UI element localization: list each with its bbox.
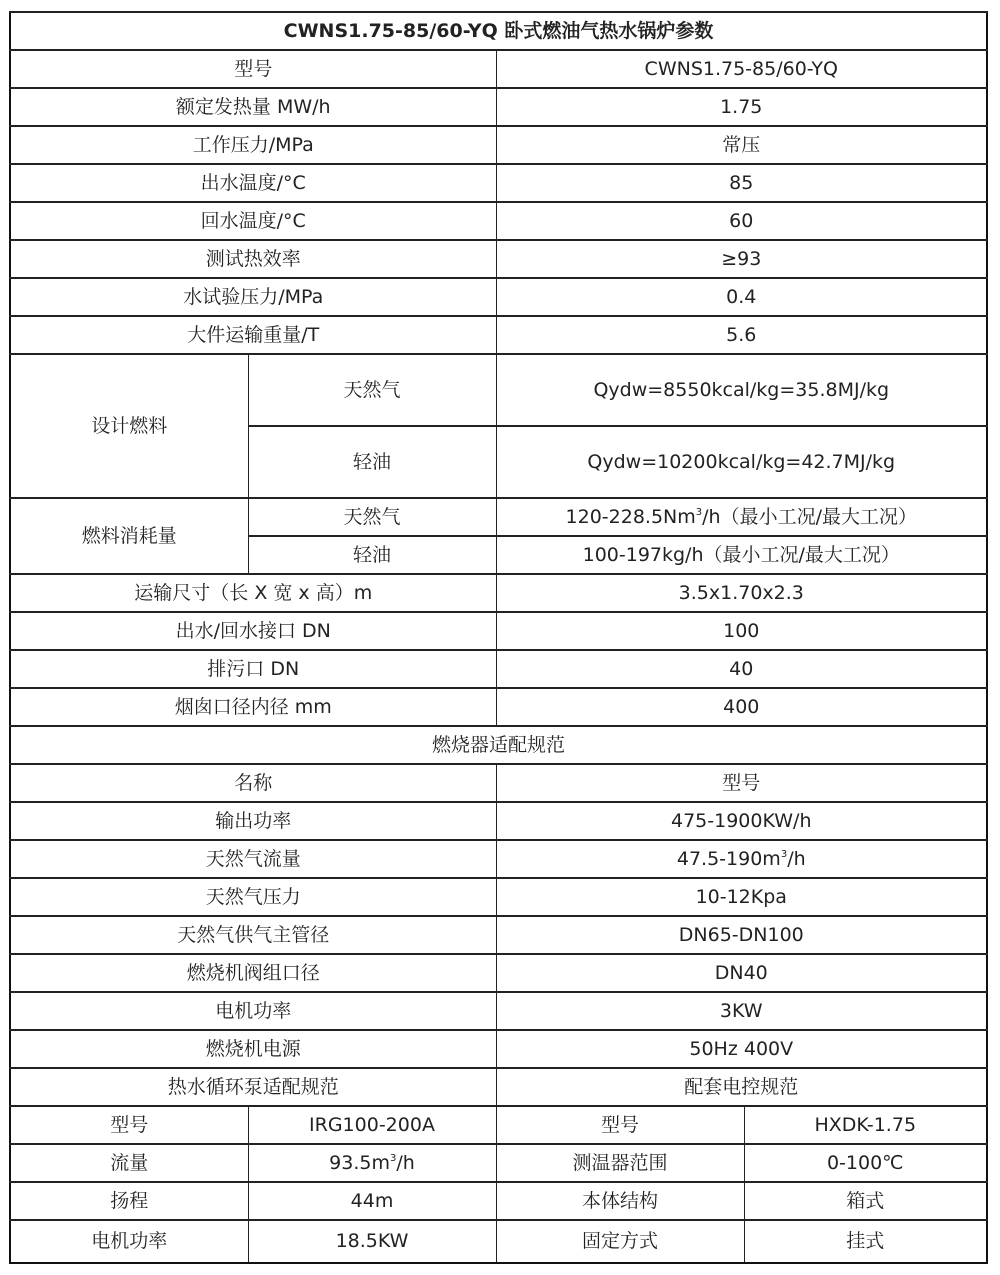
param-value: 400 (496, 688, 987, 726)
burner-label: 天然气流量 (10, 840, 496, 878)
table-row (10, 1144, 987, 1182)
fuel-consumption-label: 燃料消耗量 (10, 498, 248, 574)
param-value: 0.4 (496, 278, 987, 316)
table-row (10, 954, 987, 992)
burner-label: 输出功率 (10, 802, 496, 840)
pump-section-title: 热水循环泵适配规范 (10, 1068, 496, 1106)
param-value: 常压 (496, 126, 987, 164)
param-value: 3.5x1.70x2.3 (496, 574, 987, 612)
control-label: 固定方式 (496, 1220, 744, 1263)
control-value: 0-100℃ (744, 1144, 987, 1182)
param-label: 烟囱口径内径 mm (10, 688, 496, 726)
burner-label: 天然气供气主管径 (10, 916, 496, 954)
pump-value: IRG100-200A (248, 1106, 496, 1144)
table-row (10, 612, 987, 650)
param-label: 工作压力/MPa (10, 126, 496, 164)
table-row (10, 240, 987, 278)
table-row (10, 916, 987, 954)
burner-value: 3KW (496, 992, 987, 1030)
table-row (10, 126, 987, 164)
pump-label: 流量 (10, 1144, 248, 1182)
pump-label: 扬程 (10, 1182, 248, 1220)
pump-label: 电机功率 (10, 1220, 248, 1263)
table-row (10, 1220, 987, 1263)
param-label: 水试验压力/MPa (10, 278, 496, 316)
table-row (10, 50, 987, 88)
param-label: 回水温度/°C (10, 202, 496, 240)
param-value: CWNS1.75-85/60-YQ (496, 50, 987, 88)
table-row (10, 840, 987, 878)
param-label: 排污口 DN (10, 650, 496, 688)
control-value: 箱式 (744, 1182, 987, 1220)
table-row (10, 354, 987, 426)
table-row (10, 1030, 987, 1068)
column-header-model: 型号 (496, 764, 987, 802)
control-label: 本体结构 (496, 1182, 744, 1220)
param-value: 1.75 (496, 88, 987, 126)
table-row (10, 498, 987, 536)
table-header-row (10, 764, 987, 802)
fuel-type: 天然气 (248, 354, 496, 426)
table-row (10, 278, 987, 316)
design-fuel-label: 设计燃料 (10, 354, 248, 498)
consumption-value: 100-197kg/h（最小工况/最大工况） (496, 536, 987, 574)
table-row (10, 574, 987, 612)
column-header-name: 名称 (10, 764, 496, 802)
param-label: 型号 (10, 50, 496, 88)
table-row (10, 164, 987, 202)
burner-label: 燃烧机电源 (10, 1030, 496, 1068)
table-row (10, 316, 987, 354)
burner-value: 10-12Kpa (496, 878, 987, 916)
burner-label: 电机功率 (10, 992, 496, 1030)
title-row (10, 12, 987, 50)
param-label: 出水/回水接口 DN (10, 612, 496, 650)
section-row (10, 726, 987, 764)
fuel-value: Qydw=8550kcal/kg=35.8MJ/kg (496, 354, 987, 426)
boiler-spec-table (9, 11, 988, 1264)
param-label: 运输尺寸（长 X 宽 x 高）m (10, 574, 496, 612)
burner-value: 475-1900KW/h (496, 802, 987, 840)
burner-value: DN65-DN100 (496, 916, 987, 954)
control-value: 挂式 (744, 1220, 987, 1263)
table-row (10, 88, 987, 126)
fuel-type: 天然气 (248, 498, 496, 536)
table-row (10, 202, 987, 240)
fuel-type: 轻油 (248, 536, 496, 574)
burner-section-title: 燃烧器适配规范 (10, 726, 987, 764)
param-label: 出水温度/°C (10, 164, 496, 202)
param-value: 40 (496, 650, 987, 688)
control-label: 测温器范围 (496, 1144, 744, 1182)
table-row (10, 802, 987, 840)
consumption-value: 120-228.5Nm$^3$/h（最小工况/最大工况） (496, 498, 987, 536)
table-row (10, 992, 987, 1030)
param-value: 100 (496, 612, 987, 650)
burner-value: 50Hz 400V (496, 1030, 987, 1068)
control-label: 型号 (496, 1106, 744, 1144)
param-value: 5.6 (496, 316, 987, 354)
pump-value: $93.5m^3/h$ (248, 1144, 496, 1182)
param-label: 大件运输重量/T (10, 316, 496, 354)
section-row (10, 1068, 987, 1106)
fuel-type: 轻油 (248, 426, 496, 498)
burner-label: 燃烧机阀组口径 (10, 954, 496, 992)
pump-value: 18.5KW (248, 1220, 496, 1263)
param-value: 85 (496, 164, 987, 202)
burner-value: DN40 (496, 954, 987, 992)
pump-value: 44m (248, 1182, 496, 1220)
burner-label: 天然气压力 (10, 878, 496, 916)
table-row (10, 1106, 987, 1144)
table-row (10, 688, 987, 726)
param-value: 60 (496, 202, 987, 240)
param-label: 测试热效率 (10, 240, 496, 278)
burner-value: $47.5-190m^3/h$ (496, 840, 987, 878)
control-section-title: 配套电控规范 (496, 1068, 987, 1106)
param-value: ≥93 (496, 240, 987, 278)
table-row (10, 878, 987, 916)
table-title: CWNS1.75-85/60-YQ 卧式燃油气热水锅炉参数 (10, 12, 987, 50)
control-value: HXDK-1.75 (744, 1106, 987, 1144)
table-row (10, 1182, 987, 1220)
param-label: 额定发热量 MW/h (10, 88, 496, 126)
table-row (10, 650, 987, 688)
pump-label: 型号 (10, 1106, 248, 1144)
fuel-value: Qydw=10200kcal/kg=42.7MJ/kg (496, 426, 987, 498)
